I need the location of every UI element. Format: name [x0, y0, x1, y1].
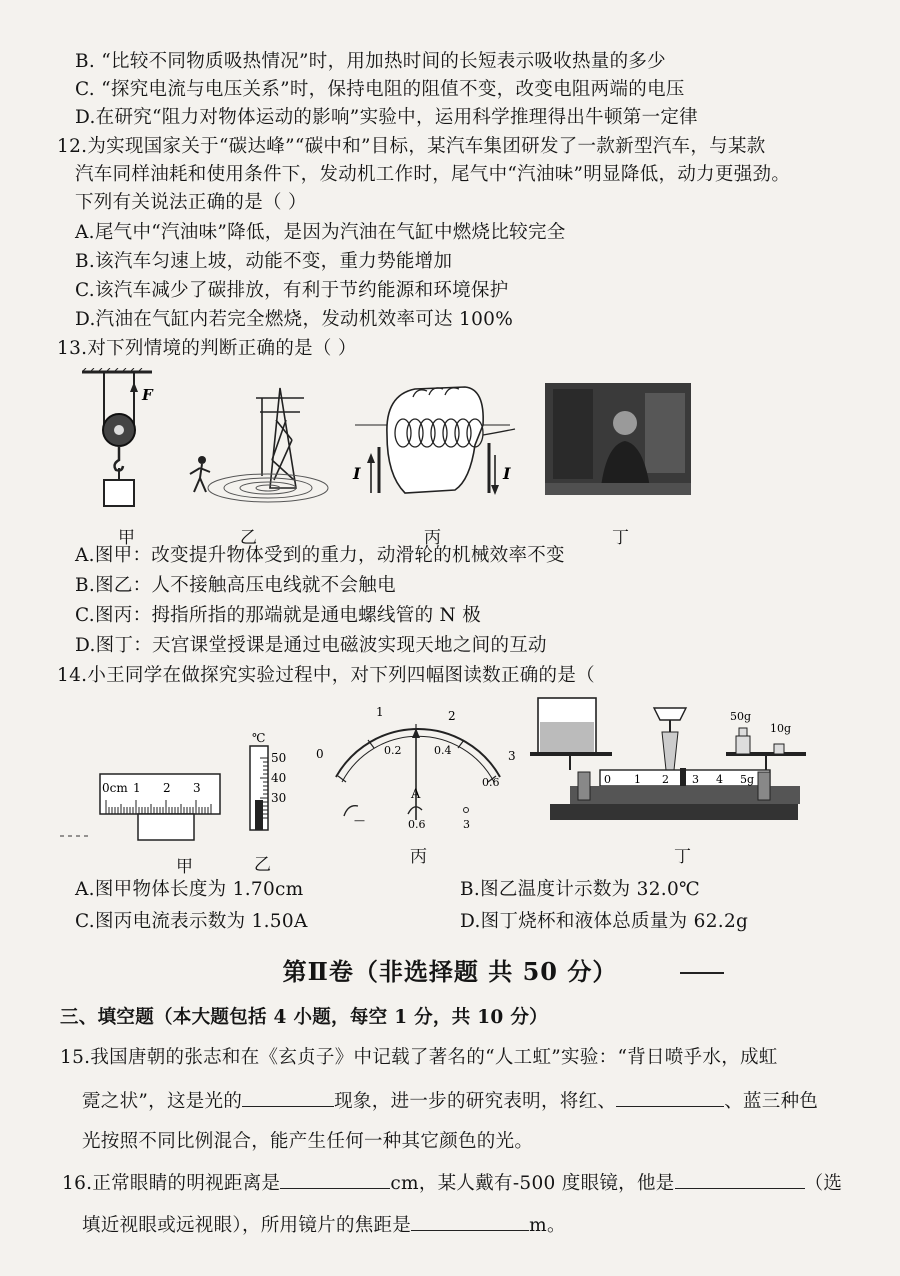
- force-label: F: [142, 386, 153, 404]
- q16-line2: [82, 1212, 566, 1238]
- weight-10g: 10g: [770, 722, 792, 735]
- q16-line1-b: cm，某人戴有-500 度眼镜，他是: [390, 1173, 675, 1194]
- q14-option-a: A.图甲物体长度为 1.70cm: [75, 879, 304, 900]
- ammeter-upper-0: 0: [316, 747, 324, 761]
- q12-option-d: D.汽油在气缸内若完全燃烧，发动机效率可达 100%: [75, 309, 514, 330]
- q11-option-b: B. “比较不同物质吸热情况”时，用加热时间的长短表示吸收热量的多少: [75, 51, 666, 72]
- q13-option-d: D.图丁：天宫课堂授课是通过电磁波实现天地之间的互动: [75, 635, 547, 656]
- q16-blank-3[interactable]: [411, 1212, 529, 1231]
- q15-line2-c: 、蓝三种色: [724, 1091, 819, 1112]
- q14-fig-label-ding: 丁: [674, 847, 691, 867]
- ammeter-minus-terminal: —: [354, 814, 365, 827]
- q13-stem: 13.对下列情境的判断正确的是（ ）: [57, 338, 357, 359]
- ammeter-upper-2: 2: [448, 709, 456, 723]
- q14-stem: 14.小王同学在做探究实验过程中，对下列四幅图读数正确的是（: [57, 665, 595, 686]
- q13-option-b: B.图乙：人不接触高压电线就不会触电: [75, 575, 396, 596]
- ammeter-terminal-3: 3: [463, 818, 470, 831]
- ruler-tick-1: 1: [133, 781, 141, 795]
- q14-option-d: D.图丁烧杯和液体总质量为 62.2g: [460, 911, 749, 932]
- balance-figure: [530, 692, 810, 834]
- q16-line2-b: m。: [529, 1215, 566, 1236]
- q15-line1: 15.我国唐朝的张志和在《玄贞子》中记载了著名的“人工虹”实验：“背日喷乎水，成虹: [60, 1047, 778, 1068]
- q14-option-c: C.图丙电流表示数为 1.50A: [75, 911, 308, 932]
- q14-fig-label-bing: 丙: [410, 847, 427, 867]
- balance-tick-5g: 5g: [740, 773, 755, 786]
- part2-title: 第Ⅱ卷（非选择题 共 50 分）: [282, 957, 618, 986]
- q13-fig-label-jia: 甲: [118, 528, 135, 548]
- thermo-tick-50: 50: [271, 751, 287, 765]
- q16-line2-a: 填近视眼或远视眼），所用镜片的焦距是: [82, 1215, 412, 1236]
- ruler-figure: [60, 770, 230, 850]
- ammeter-figure: [308, 702, 528, 834]
- balance-tick-4: 4: [716, 773, 723, 786]
- balance-tick-0: 0: [604, 773, 611, 786]
- ammeter-lower-06: 0.6: [482, 776, 500, 789]
- q14-option-b: B.图乙温度计示数为 32.0℃: [460, 879, 701, 900]
- q15-line2: [82, 1088, 818, 1114]
- q16-blank-2[interactable]: [675, 1170, 805, 1189]
- q12-stem-line1: 12.为实现国家关于“碳达峰”“碳中和”目标，某汽车集团研发了一款新型汽车，与某款: [57, 136, 766, 157]
- section3-heading: 三、填空题（本大题包括 4 小题，每空 1 分，共 10 分）: [60, 1007, 548, 1028]
- ruler-tick-2: 2: [163, 781, 171, 795]
- q15-line2-b: 现象，进一步的研究表明，将红、: [334, 1091, 617, 1112]
- q13-fig-label-ding: 丁: [612, 528, 629, 548]
- q12-stem-line3: 下列有关说法正确的是（ ）: [75, 192, 307, 213]
- weight-50g: 50g: [730, 710, 752, 723]
- ammeter-terminal-06: 0.6: [408, 818, 426, 831]
- q12-option-b: B.该汽车匀速上坡，动能不变，重力势能增加: [75, 251, 453, 272]
- q13-option-a: A.图甲：改变提升物体受到的重力，动滑轮的机械效率不变: [75, 545, 565, 566]
- pulley-figure: [82, 368, 172, 513]
- q16-blank-1[interactable]: [280, 1170, 390, 1189]
- balance-tick-3: 3: [692, 773, 699, 786]
- q15-blank-2[interactable]: [616, 1088, 724, 1107]
- title-dash: [680, 972, 724, 974]
- q14-fig-label-yi: 乙: [254, 855, 271, 875]
- q14-fig-label-jia: 甲: [176, 857, 193, 877]
- ammeter-symbol: A: [411, 787, 421, 802]
- q11-option-d: D.在研究“阻力对物体运动的影响”实验中，运用科学推理得出牛顿第一定律: [75, 107, 698, 128]
- ruler-tick-3: 3: [193, 781, 201, 795]
- thermometer-figure: [240, 728, 300, 832]
- tiangong-photo: [545, 383, 691, 495]
- ruler-unit: 0cm: [102, 781, 128, 795]
- thermo-tick-40: 40: [271, 771, 287, 785]
- ammeter-upper-3: 3: [508, 749, 516, 763]
- power-tower-figure: [180, 380, 330, 505]
- solenoid-hand-figure: [345, 375, 520, 510]
- q13-fig-label-yi: 乙: [240, 528, 257, 548]
- thermo-unit: ℃: [252, 731, 266, 745]
- balance-tick-1: 1: [634, 773, 641, 786]
- q13-option-c: C.图丙：拇指所指的那端就是通电螺线管的 N 极: [75, 605, 482, 626]
- q13-fig-label-bing: 丙: [424, 528, 441, 548]
- q12-option-a: A.尾气中“汽油味”降低，是因为汽油在气缸中燃烧比较完全: [75, 222, 566, 243]
- thermo-tick-30: 30: [271, 791, 287, 805]
- q12-stem-line2: 汽车同样油耗和使用条件下，发动机工作时，尾气中“汽油味”明显降低，动力更强劲。: [75, 164, 791, 185]
- current-label-left: I: [353, 464, 361, 483]
- q16-line1: [62, 1170, 842, 1196]
- ammeter-upper-1: 1: [376, 705, 384, 719]
- q15-line3: 光按照不同比例混合，能产生任何一种其它颜色的光。: [82, 1131, 534, 1152]
- q12-option-c: C.该汽车减少了碳排放，有利于节约能源和环境保护: [75, 280, 509, 301]
- q16-line1-a: 16.正常眼睛的明视距离是: [62, 1173, 281, 1194]
- balance-tick-2: 2: [662, 773, 669, 786]
- q16-line1-c: （选: [804, 1173, 843, 1194]
- q11-option-c: C. “探究电流与电压关系”时，保持电阻的阻值不变，改变电阻两端的电压: [75, 79, 685, 100]
- ammeter-lower-04: 0.4: [434, 744, 452, 757]
- q15-line2-a: 霓之状”，这是光的: [82, 1091, 243, 1112]
- q15-blank-1[interactable]: [242, 1088, 334, 1107]
- current-label-right: I: [503, 464, 511, 483]
- ammeter-lower-02: 0.2: [384, 744, 402, 757]
